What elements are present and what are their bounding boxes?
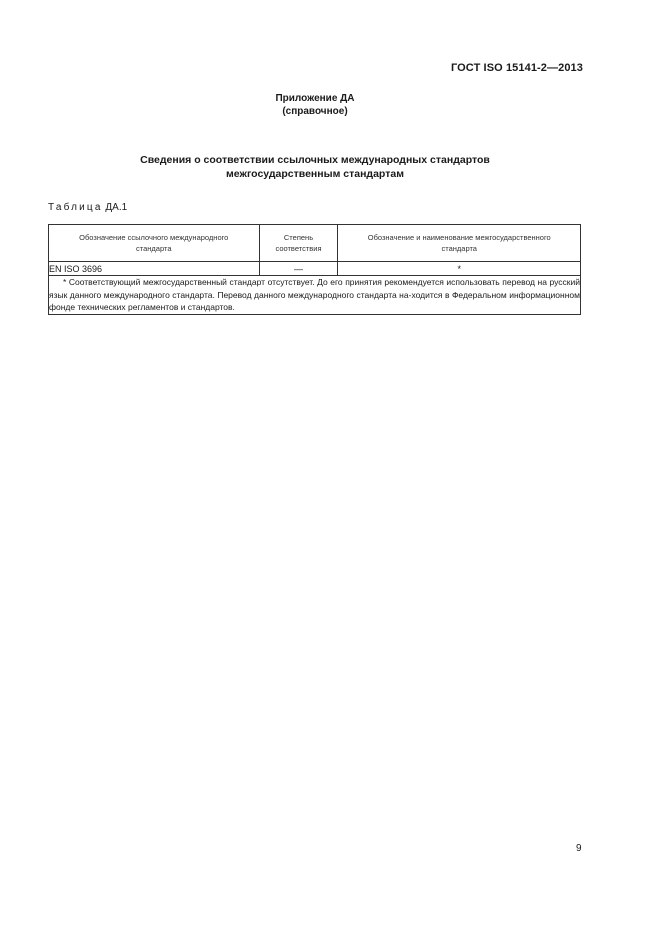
document-standard-code: ГОСТ ISO 15141-2—2013 bbox=[450, 62, 583, 74]
table-footnote-row bbox=[49, 276, 581, 315]
table-footnote-text: * Соответствующий межгосударственный стандарт отсутствует. До его принятия рекомендуется использовать перевод на русский язык данного международного стандарта. Перевод данного международного стандарта на-ходится в Федеральном информационном фонде технических регламентов и стандартов. bbox=[49, 277, 580, 312]
header-cell-degree-of-conformity: Степень соответствия bbox=[259, 225, 338, 262]
table-row bbox=[49, 262, 581, 276]
section-heading bbox=[0, 153, 630, 181]
cell-interstate-standard: * bbox=[338, 262, 581, 276]
table-footnote-cell bbox=[49, 276, 581, 315]
annex-subtitle: (справочное) bbox=[282, 106, 348, 117]
section-title-line-2: межгосударственным стандартам bbox=[226, 168, 404, 180]
table-caption bbox=[48, 202, 127, 213]
cell-degree-of-conformity: — bbox=[259, 262, 338, 276]
header-cell-interstate-standard: Обозначение и наименование межгосударственного стандарта bbox=[338, 225, 581, 262]
section-title-line-1: Сведения о соответствии ссылочных международных стандартов bbox=[140, 154, 490, 166]
table-caption-word: Таблица bbox=[48, 202, 103, 213]
table-header-row bbox=[49, 225, 581, 262]
header-cell-international-standard: Обозначение ссылочного международного стандарта bbox=[49, 225, 260, 262]
reference-standards-table bbox=[48, 224, 581, 315]
page-number: 9 bbox=[576, 843, 582, 854]
table-caption-number: ДА.1 bbox=[105, 202, 128, 213]
annex-heading bbox=[0, 92, 630, 118]
annex-title: Приложение ДА bbox=[275, 93, 355, 104]
cell-international-standard: EN ISO 3696 bbox=[49, 262, 260, 276]
